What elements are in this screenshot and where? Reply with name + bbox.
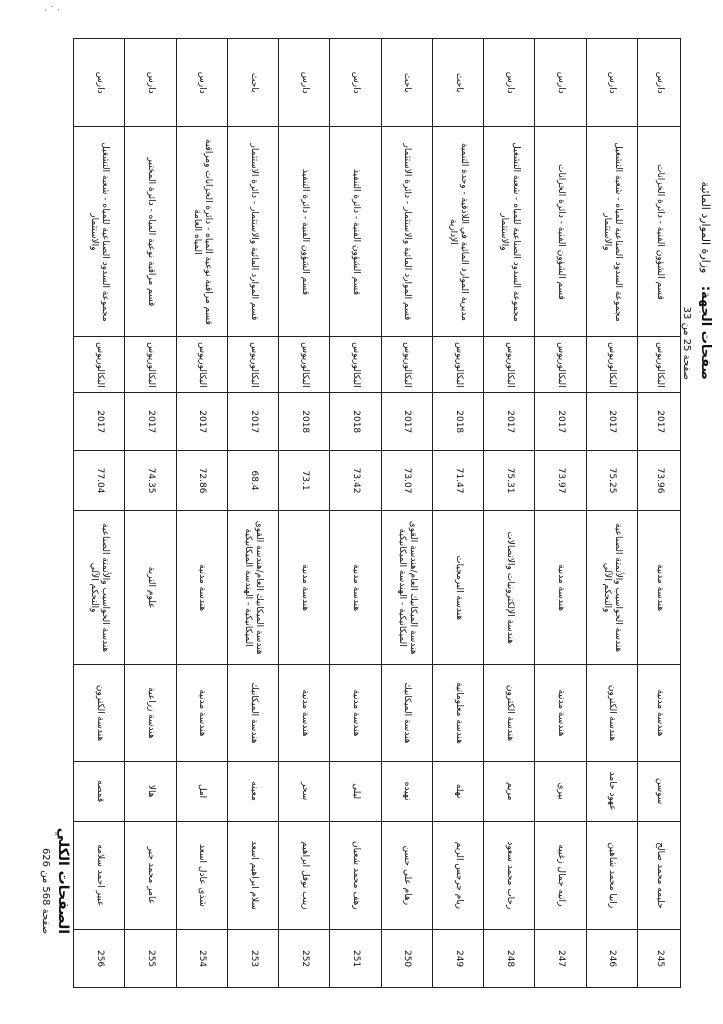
header-title-line <box>698 50 713 380</box>
job-title-cell: باحث <box>227 39 278 127</box>
certificate-cell: البكالوريوس <box>637 337 680 393</box>
table-row <box>432 39 483 988</box>
row-number-cell: 252 <box>279 930 330 988</box>
mother-name-cell: ليلى <box>330 761 381 821</box>
table-row <box>74 39 125 988</box>
full-name-cell: رهام علي حسن <box>381 821 432 930</box>
mother-name-cell: سوسن <box>637 761 680 821</box>
row-number-cell: 256 <box>74 930 125 988</box>
job-title-cell: دارس <box>330 39 381 127</box>
department-cell: هندسة الميكانيك العام/هندسة القوى الميكانيكية - الهندسة الميكانيكية <box>381 511 432 665</box>
department-cell: هندسة الميكانيك العام/هندسة القوى الميكانيكية - الهندسة الميكانيكية <box>227 511 278 665</box>
work-unit-cell: قسم مراقبة نوعية المياه - دائرة المختبر <box>125 127 176 337</box>
grade-cell: 73.1 <box>279 451 330 511</box>
certificate-cell: البكالوريوس <box>279 337 330 393</box>
work-unit-cell: مديرية الموارد المائية في اللاذقية - وحدة التنمية الإدارية <box>432 127 483 337</box>
graduation-year-cell: 2017 <box>227 393 278 451</box>
specialization-cell: هندسة مدنية <box>330 665 381 761</box>
work-unit-cell: مجموعة السدود الصناعية للمياه - شعبة التشغيل والاستثمار <box>484 127 535 337</box>
specialization-cell: هندسة زراعية <box>125 665 176 761</box>
row-number-cell: 248 <box>484 930 535 988</box>
work-unit-cell: مجموعة السدود الصناعية للمياه - شعبة التشغيل والاستثمار <box>74 127 125 337</box>
certificate-cell: البكالوريوس <box>432 337 483 393</box>
grade-cell: 73.96 <box>637 451 680 511</box>
page-header <box>681 50 713 380</box>
department-cell: هندسة الحواسيب والأتمتة الصناعية والتحكم الآلي <box>74 511 125 665</box>
grade-cell: 72.86 <box>176 451 227 511</box>
job-title-cell: دارس <box>176 39 227 127</box>
mother-name-cell: مريم <box>484 761 535 821</box>
certificate-cell: البكالوريوس <box>381 337 432 393</box>
specialization-cell: هندسة الكترون <box>586 665 637 761</box>
table-row <box>330 39 381 988</box>
work-unit-cell: قسم الشؤون الفنية - دائرة الخزانات <box>637 127 680 337</box>
specialization-cell: هندسة معلوماتية <box>432 665 483 761</box>
full-name-cell: زينب نوفل ابراهيم <box>279 821 330 930</box>
department-cell: هندسة الإلكترونيات والاتصالات <box>484 511 535 665</box>
job-title-cell: دارس <box>535 39 586 127</box>
graduation-year-cell: 2018 <box>330 393 381 451</box>
graduation-year-cell: 2017 <box>125 393 176 451</box>
records-table <box>73 38 681 988</box>
grade-cell: 75.31 <box>484 451 535 511</box>
full-name-cell: عبير احمد سلامه <box>74 821 125 930</box>
work-unit-cell: مجموعة السدود الصناعية للمياه - شعبة التشغيل والاستثمار <box>586 127 637 337</box>
full-name-cell: عامر محمد جبر <box>125 821 176 930</box>
certificate-cell: البكالوريوس <box>330 337 381 393</box>
certificate-cell: البكالوريوس <box>484 337 535 393</box>
mother-name-cell: قمصه <box>74 761 125 821</box>
row-number-cell: 255 <box>125 930 176 988</box>
job-title-cell: باحث <box>381 39 432 127</box>
grade-cell: 73.42 <box>330 451 381 511</box>
row-number-cell: 245 <box>637 930 680 988</box>
full-name-cell: رهف محمد شعبان <box>330 821 381 930</box>
graduation-year-cell: 2017 <box>176 393 227 451</box>
footer-title: الصفحات الكلي <box>55 827 71 934</box>
grade-cell: 71.47 <box>432 451 483 511</box>
graduation-year-cell: 2017 <box>74 393 125 451</box>
graduation-year-cell: 2018 <box>279 393 330 451</box>
mother-name-cell: سحر <box>279 761 330 821</box>
table-row <box>227 39 278 988</box>
department-cell: هندسة مدنية <box>176 511 227 665</box>
work-unit-cell: قسم الموارد المائية والاستثمار - دائرة الاستثمار <box>227 127 278 337</box>
full-name-cell: حليمه محمد صالح <box>637 821 680 930</box>
row-number-cell: 253 <box>227 930 278 988</box>
mother-name-cell: نهله <box>432 761 483 821</box>
total-page-counter: صفحة 568 من 626 <box>40 847 51 934</box>
table-row <box>535 39 586 988</box>
grade-cell: 73.97 <box>535 451 586 511</box>
work-unit-cell: قسم مراقبة نوعية المياه - دائرة الخزانات ومراقبة المياه العامة <box>176 127 227 337</box>
certificate-cell: البكالوريوس <box>586 337 637 393</box>
mother-name-cell: هالا <box>125 761 176 821</box>
graduation-year-cell: 2017 <box>637 393 680 451</box>
grade-cell: 68.4 <box>227 451 278 511</box>
certificate-cell: البكالوريوس <box>535 337 586 393</box>
certificate-cell: البكالوريوس <box>176 337 227 393</box>
full-name-cell: رحاب محمد سعود <box>484 821 535 930</box>
job-title-cell: دارس <box>637 39 680 127</box>
grade-cell: 73.07 <box>381 451 432 511</box>
grade-cell: 74.35 <box>125 451 176 511</box>
row-number-cell: 254 <box>176 930 227 988</box>
graduation-year-cell: 2017 <box>381 393 432 451</box>
work-unit-cell: قسم الشؤون الفنية - دائرة التنفيذ <box>330 127 381 337</box>
specialization-cell: هندسة مدنية <box>176 665 227 761</box>
job-title-cell: دارس <box>74 39 125 127</box>
mother-name-cell: عهود حامد <box>586 761 637 821</box>
specialization-cell: هندسة مدنية <box>535 665 586 761</box>
job-title-cell: دارس <box>125 39 176 127</box>
row-number-cell: 250 <box>381 930 432 988</box>
graduation-year-cell: 2018 <box>432 393 483 451</box>
grade-cell: 75.25 <box>586 451 637 511</box>
full-name-cell: سلام ابراهيم اسعد <box>227 821 278 930</box>
department-cell: هندسة مدنية <box>279 511 330 665</box>
table-row <box>125 39 176 988</box>
job-title-cell: دارس <box>484 39 535 127</box>
table-row <box>586 39 637 988</box>
specialization-cell: هندسة الميكانيك <box>227 665 278 761</box>
department-cell: علوم التربة <box>125 511 176 665</box>
row-number-cell: 246 <box>586 930 637 988</box>
certificate-cell: البكالوريوس <box>125 337 176 393</box>
full-name-cell: شذى عادل اسعد <box>176 821 227 930</box>
entity-page-counter: صفحة 25 من 33 <box>681 306 692 380</box>
graduation-year-cell: 2017 <box>535 393 586 451</box>
mother-name-cell: بيري <box>535 761 586 821</box>
row-number-cell: 247 <box>535 930 586 988</box>
specialization-cell: هندسة الميكانيك <box>381 665 432 761</box>
work-unit-cell: قسم الشؤون الفنية - دائرة الخزانات <box>535 127 586 337</box>
table-row <box>484 39 535 988</box>
ministry-name: وزارة الموارد المائية <box>699 181 712 274</box>
scan-artifact: · ˙ · <box>44 6 60 16</box>
table-row <box>637 39 680 988</box>
table-row <box>381 39 432 988</box>
row-number-cell: 249 <box>432 930 483 988</box>
specialization-cell: هندسة الكترون <box>74 665 125 761</box>
department-cell: هندسة الحواسيب والأتمتة الصناعية والتحكم الآلي <box>586 511 637 665</box>
full-name-cell: رانيه جمال زغيبه <box>535 821 586 930</box>
specialization-cell: هندسة مدنية <box>279 665 330 761</box>
records-body <box>74 39 681 988</box>
certificate-cell: البكالوريوس <box>227 337 278 393</box>
job-title-cell: دارس <box>586 39 637 127</box>
page-footer <box>40 828 71 934</box>
mother-name-cell: معينه <box>227 761 278 821</box>
header-title: صفحات الجهة: <box>698 285 713 380</box>
table-row <box>279 39 330 988</box>
row-number-cell: 251 <box>330 930 381 988</box>
full-name-cell: رانيا محمد شاهين <box>586 821 637 930</box>
mother-name-cell: نهيده <box>381 761 432 821</box>
specialization-cell: هندسة مدنية <box>637 665 680 761</box>
graduation-year-cell: 2017 <box>586 393 637 451</box>
job-title-cell: باحث <box>432 39 483 127</box>
certificate-cell: البكالوريوس <box>74 337 125 393</box>
department-cell: هندسة مدنية <box>637 511 680 665</box>
graduation-year-cell: 2017 <box>484 393 535 451</box>
work-unit-cell: قسم الموارد المائية والاستثمار - دائرة الاستثمار <box>381 127 432 337</box>
grade-cell: 77.04 <box>74 451 125 511</box>
department-cell: هندسة البرمجيات <box>432 511 483 665</box>
table-row <box>176 39 227 988</box>
specialization-cell: هندسة الكترون <box>484 665 535 761</box>
full-name-cell: ريام جرجس الريم <box>432 821 483 930</box>
department-cell: هندسة مدنية <box>330 511 381 665</box>
department-cell: هندسة مدنية <box>535 511 586 665</box>
mother-name-cell: امل <box>176 761 227 821</box>
work-unit-cell: قسم الشؤون الفنية - دائرة التنفيذ <box>279 127 330 337</box>
job-title-cell: دارس <box>279 39 330 127</box>
